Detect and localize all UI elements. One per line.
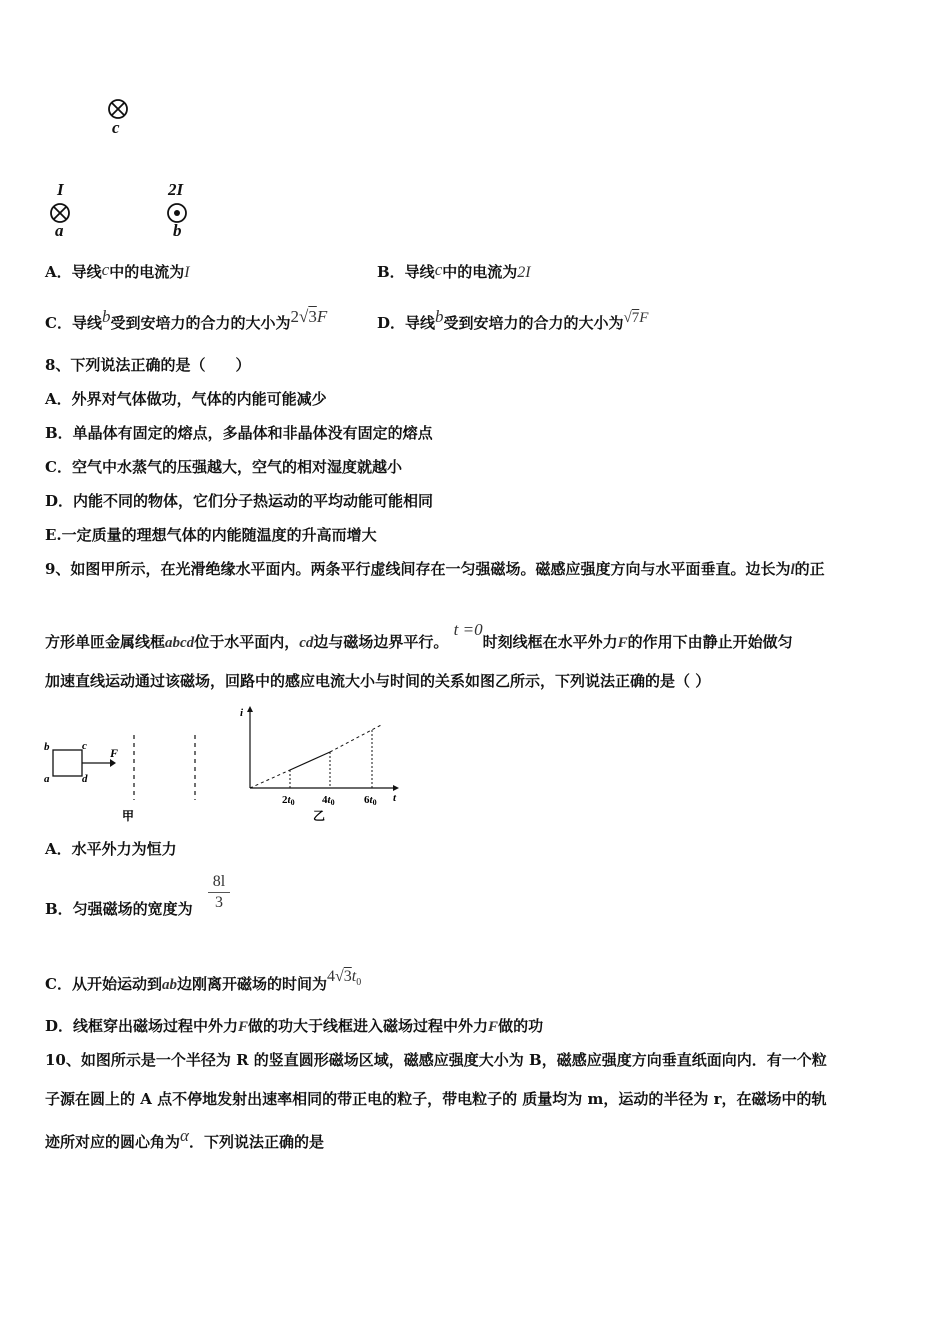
- tick-2t0: 2t0: [282, 794, 295, 807]
- q8-option-a: A．外界对气体做功，气体的内能可能减少: [45, 390, 327, 408]
- q10-stem-line1: 10、如图所示是一个半径为 R 的竖直圆形磁场区域，磁感应强度大小为 B，磁感应强度方向垂直纸面向内．有一个粒: [45, 1051, 827, 1069]
- force-arrow-icon: [110, 759, 116, 767]
- tick-4t0: 4t0: [322, 794, 335, 807]
- q8-option-c: C．空气中水蒸气的压强越大，空气的相对湿度就越小: [45, 458, 402, 476]
- q7-option-b: B．导线c中的电流为2I: [377, 260, 531, 281]
- current-a-label: I: [57, 180, 64, 199]
- q8-option-e: E.一定质量的理想气体的内能随温度的升高而增大: [45, 526, 377, 544]
- current-line-solid: [290, 752, 330, 770]
- tick-6t0: 6t0: [364, 794, 377, 807]
- q7-option-d: D．导线b受到安培力的合力的大小为√7F: [377, 307, 649, 332]
- q10-stem-line3: 迹所对应的圆心角为α．下列说法正确的是: [45, 1126, 324, 1151]
- q7-option-a: A．导线c中的电流为I: [45, 260, 190, 281]
- square-loop: [53, 750, 82, 776]
- q8-option-b: B．单晶体有固定的熔点，多晶体和非晶体没有固定的熔点: [45, 424, 433, 442]
- current-line-dashed-1: [250, 770, 290, 788]
- t-axis-label: t: [393, 792, 397, 804]
- wire-a-label: a: [55, 221, 64, 240]
- q9-option-a: A．水平外力为恒力: [45, 840, 177, 858]
- q9-stem-line3: 加速直线运动通过该磁场，回路中的感应电流大小与时间的关系如图乙所示，下列说法正确的是（ ）: [45, 672, 711, 690]
- vertex-a-label: a: [44, 773, 50, 785]
- force-f-label: F: [110, 746, 119, 760]
- current-b-label: 2I: [168, 180, 184, 199]
- q9-option-b-fraction: 8l 3: [208, 872, 230, 913]
- vertex-d-label: d: [82, 773, 88, 785]
- q7-option-c: C．导线b受到安培力的合力的大小为2√3F: [45, 307, 328, 332]
- vertex-c-label: c: [82, 740, 87, 752]
- figure-jia-label: 甲: [122, 809, 135, 823]
- wire-c-label: c: [112, 118, 120, 137]
- q9-option-c: C．从开始运动到ab边刚离开磁场的时间为$4√3t^0$: [45, 968, 362, 993]
- q10-stem-line2: 子源在圆上的 A 点不停地发射出速率相同的带正电的粒子，带电粒子的 质量均为 m，运动的半径为 r，在磁场中的轨: [45, 1090, 827, 1108]
- q9-option-b: B．匀强磁场的宽度为: [45, 900, 193, 918]
- q9-option-d: D．线框穿出磁场过程中外力F做的功大于线框进入磁场过程中外力F做的功: [45, 1017, 544, 1035]
- q8-option-d: D．内能不同的物体，它们分子热运动的平均动能可能相同: [45, 492, 434, 510]
- q8-stem: 8、下列说法正确的是（ ）: [45, 356, 251, 374]
- i-axis-label: i: [240, 707, 244, 719]
- vertex-b-label: b: [44, 741, 50, 753]
- q9-stem-line2: 方形单匝金属线框abcd位于水平面内，cd边与磁场边界平行。 t =0时刻线框在水平外力F的作用下由静止开始做匀: [45, 620, 793, 651]
- current-line-dashed-2: [330, 724, 383, 752]
- q9-figure-yi: [235, 700, 410, 825]
- wire-b-label: b: [173, 221, 182, 240]
- q9-stem-line1: 9、如图甲所示，在光滑绝缘水平面内。两条平行虚线间存在一匀强磁场。磁感应强度方向与水平面垂直。边长为l的正: [45, 560, 825, 578]
- figure-yi-label: 乙: [313, 809, 326, 823]
- q9-figure-jia: [40, 730, 220, 830]
